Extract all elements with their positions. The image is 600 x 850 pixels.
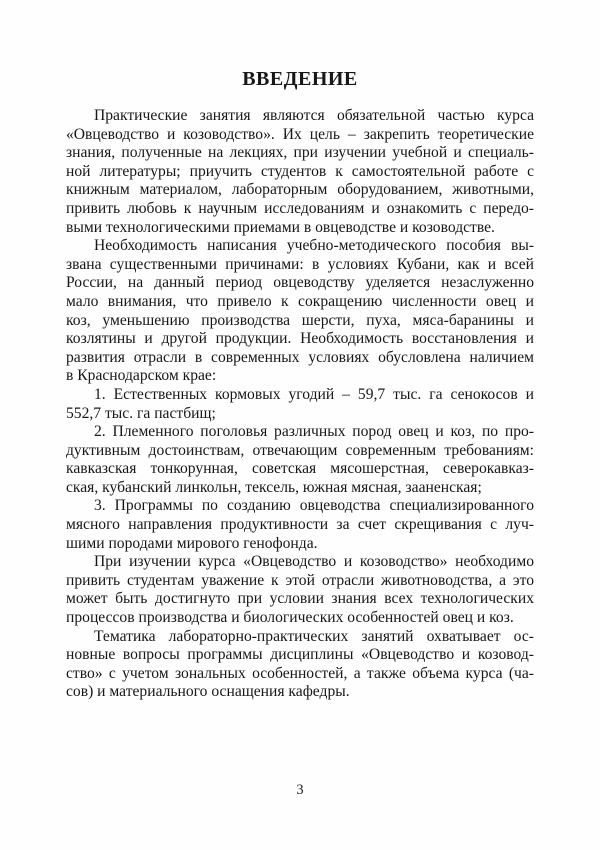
text-line: процессов производства и биологических особенностей овец и коз. — [66, 609, 514, 627]
text-line: книжным материалом, лабораторным оборудованием, животными, — [66, 181, 534, 199]
paragraph — [66, 553, 534, 627]
text-line: ство» с учетом зональных особенностей, а также объема курса (ча- — [66, 664, 534, 682]
text-line: шими породами мирового генофонда. — [66, 534, 318, 552]
text-line: Практические занятия являются обязательной частью курса — [94, 107, 534, 124]
text-line: 1. Естественных кормовых угодий – 59,7 тыс. га сенокосов и — [94, 385, 534, 403]
text-line: может быть достигнуто при условии знания всех технологических — [66, 590, 534, 608]
text-line: «Овцеводство и козоводство». Их цель – закрепить теоретические — [66, 125, 534, 143]
paragraph — [66, 628, 534, 702]
text-line: развития отрасли в современных условиях обусловлена наличием — [66, 348, 534, 366]
text-line: 2. Племенного поголовья различных пород овец и коз, по про- — [94, 423, 534, 441]
text-line: привить студентам уважение к этой отрасли животноводства, а это — [66, 571, 534, 589]
page-content — [66, 68, 534, 702]
text-line: кавказская тонкорунная, советская мясошерстная, северокавказ- — [66, 460, 534, 478]
text-line: дуктивным достоинствам, отвечающим современным требованиям: — [66, 441, 534, 459]
paragraph — [66, 497, 534, 553]
text-line: мясного направления продуктивности за счет скрещивания с луч- — [66, 516, 534, 534]
text-line: Необходимость написания учебно-методического пособия вы- — [94, 237, 534, 255]
text-line: выми технологическими приемами в овцеводстве и козоводстве. — [66, 218, 495, 236]
text-line: России, на данный период овцеводству уделяется незаслуженно — [66, 274, 534, 292]
text-line: привить любовь к научным исследованиям и ознакомить с передо- — [66, 199, 534, 217]
text-line: козлятины и другой продукции. Необходимость восстановления и — [66, 330, 534, 348]
text-line: новные вопросы программы дисциплины «Овцеводство и козовод- — [66, 646, 534, 664]
text-line: коз, уменьшению производства шерсти, пуха, мяса-баранины и — [66, 311, 534, 329]
page-number: 3 — [296, 782, 304, 798]
text-line: сов) и материального оснащения кафедры. — [66, 683, 350, 701]
text-line: Тематика лабораторно-практических занятий охватывает ос- — [94, 627, 534, 645]
text-line: ной литературы; приучить студентов к самостоятельной работе с — [66, 162, 534, 180]
paragraph — [66, 107, 534, 237]
paragraph — [66, 386, 534, 423]
paragraph — [66, 423, 534, 497]
page-title: ВВЕДЕНИЕ — [242, 68, 358, 90]
text-line: знания, полученные на лекциях, при изучении учебной и специаль- — [66, 144, 534, 162]
text-line: При изучении курса «Овцеводство и козоводство» необходимо — [94, 553, 534, 571]
text-line: ская, кубанский линкольн, тексель, южная мясная, зааненская; — [66, 478, 482, 496]
text-line: 552,7 тыс. га пастбищ; — [66, 404, 216, 422]
text-line: мало внимания, что привело к сокращению численности овец и — [66, 292, 534, 310]
paragraph — [66, 237, 534, 386]
text-line: в Краснодарском крае: — [66, 367, 217, 385]
document-body — [66, 107, 534, 702]
text-line: 3. Программы по созданию овцеводства специализированного — [94, 497, 534, 515]
text-line: звана существенными причинами: в условиях Кубани, как и всей — [66, 255, 534, 273]
